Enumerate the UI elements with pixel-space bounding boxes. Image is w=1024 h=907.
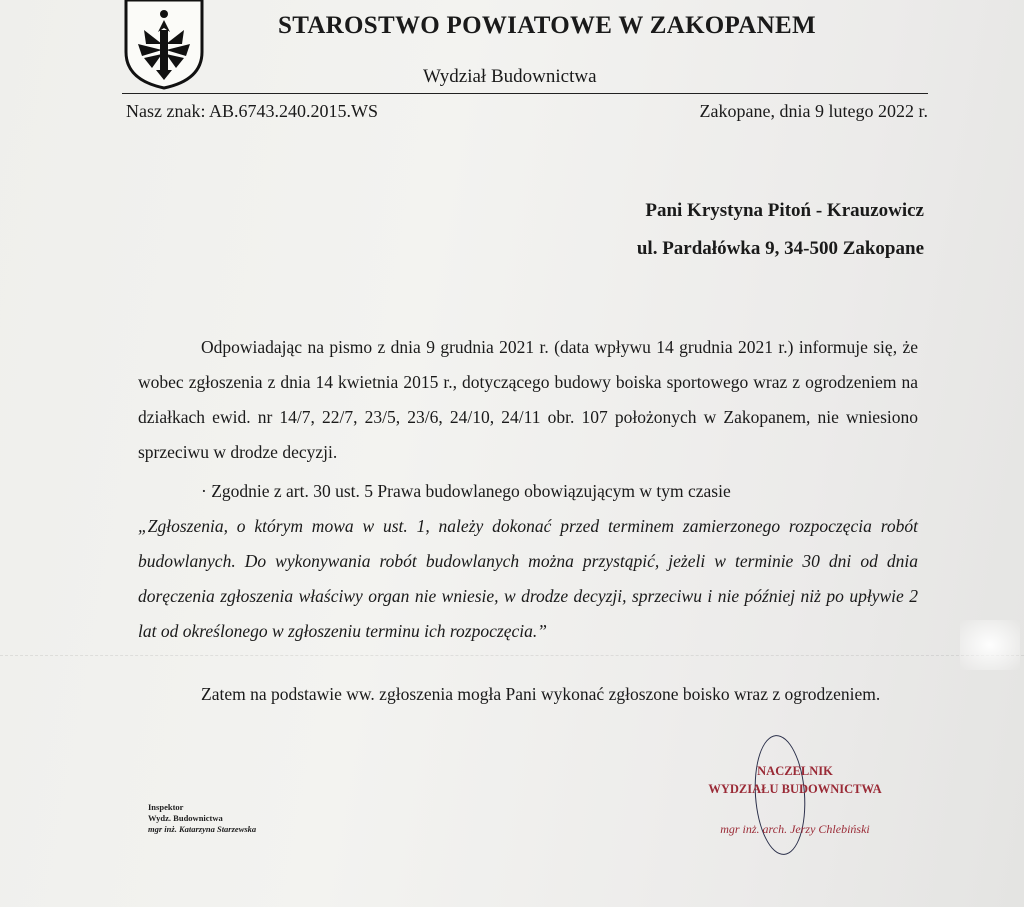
law-quote: „Zgłoszenia, o którym mowa w ust. 1, należy dokonać przed terminem zamierzonego rozpoczęcia robót budowlanych. Do wykonywania robót budowlanych można przystąpić, jeżeli w terminie 30 dni od dnia doręczenia zgłoszenia właściwy organ nie wniesie, w drodze decyzji, sprzeciwu i nie później niż po upływie 2 lat od określonego w zgłoszeniu terminu ich rozpoczęcia.” xyxy=(138,516,918,641)
paragraph-1: Odpowiadając na pismo z dnia 9 grudnia 2021 r. (data wpływu 14 grudnia 2021 r.) informuje się, że wobec zgłoszenia z dnia 14 kwietnia 2015 r., dotyczącego budowy boiska sportowego wraz z ogrodzeniem na działkach ewid. nr 14/7, 22/7, 23/5, 23/6, 24/10, 24/11 obr. 107 położonych w Zakopanem, nie wniesiono sprzeciwu w drodze decyzji. xyxy=(138,337,918,462)
place-and-date: Zakopane, dnia 9 lutego 2022 r. xyxy=(699,101,928,121)
preparer-role: Inspektor xyxy=(148,802,184,812)
reference-number: Nasz znak: AB.6743.240.2015.WS xyxy=(126,101,378,121)
department-name: Wydział Budownictwa xyxy=(423,66,597,87)
paragraph-3: Zatem na podstawie ww. zgłoszenia mogła Pani wykonać zgłoszone boisko wraz z ogrodzeniem. xyxy=(201,684,881,704)
signature-stamp xyxy=(680,762,910,838)
coat-of-arms-icon xyxy=(122,0,206,90)
signature-title-line1: NACZELNIK xyxy=(757,764,833,778)
preparer-name: mgr inż. Katarzyna Starzewska xyxy=(148,824,257,834)
office-title: STAROSTWO POWIATOWE W ZAKOPANEM xyxy=(278,12,816,39)
paragraph-2-intro: · Zgodnie z art. 30 ust. 5 Prawa budowlanego obowiązującym w tym czasie xyxy=(201,481,731,501)
paragraph-2 xyxy=(138,474,918,649)
preparer-department: Wydz. Budownictwa xyxy=(148,813,223,823)
recipient-name: Pani Krystyna Pitoń - Krauzowicz xyxy=(645,200,924,221)
preparer-initials xyxy=(148,802,256,835)
scan-artifact-line xyxy=(0,655,1024,656)
screen-glare xyxy=(960,620,1020,670)
recipient-address: ul. Pardałówka 9, 34-500 Zakopane xyxy=(636,238,924,259)
signature-title-line2: WYDZIAŁU BUDOWNICTWA xyxy=(708,782,882,796)
header-divider xyxy=(122,93,928,94)
signatory-name: mgr inż. arch. Jerzy Chlebiński xyxy=(720,822,870,836)
